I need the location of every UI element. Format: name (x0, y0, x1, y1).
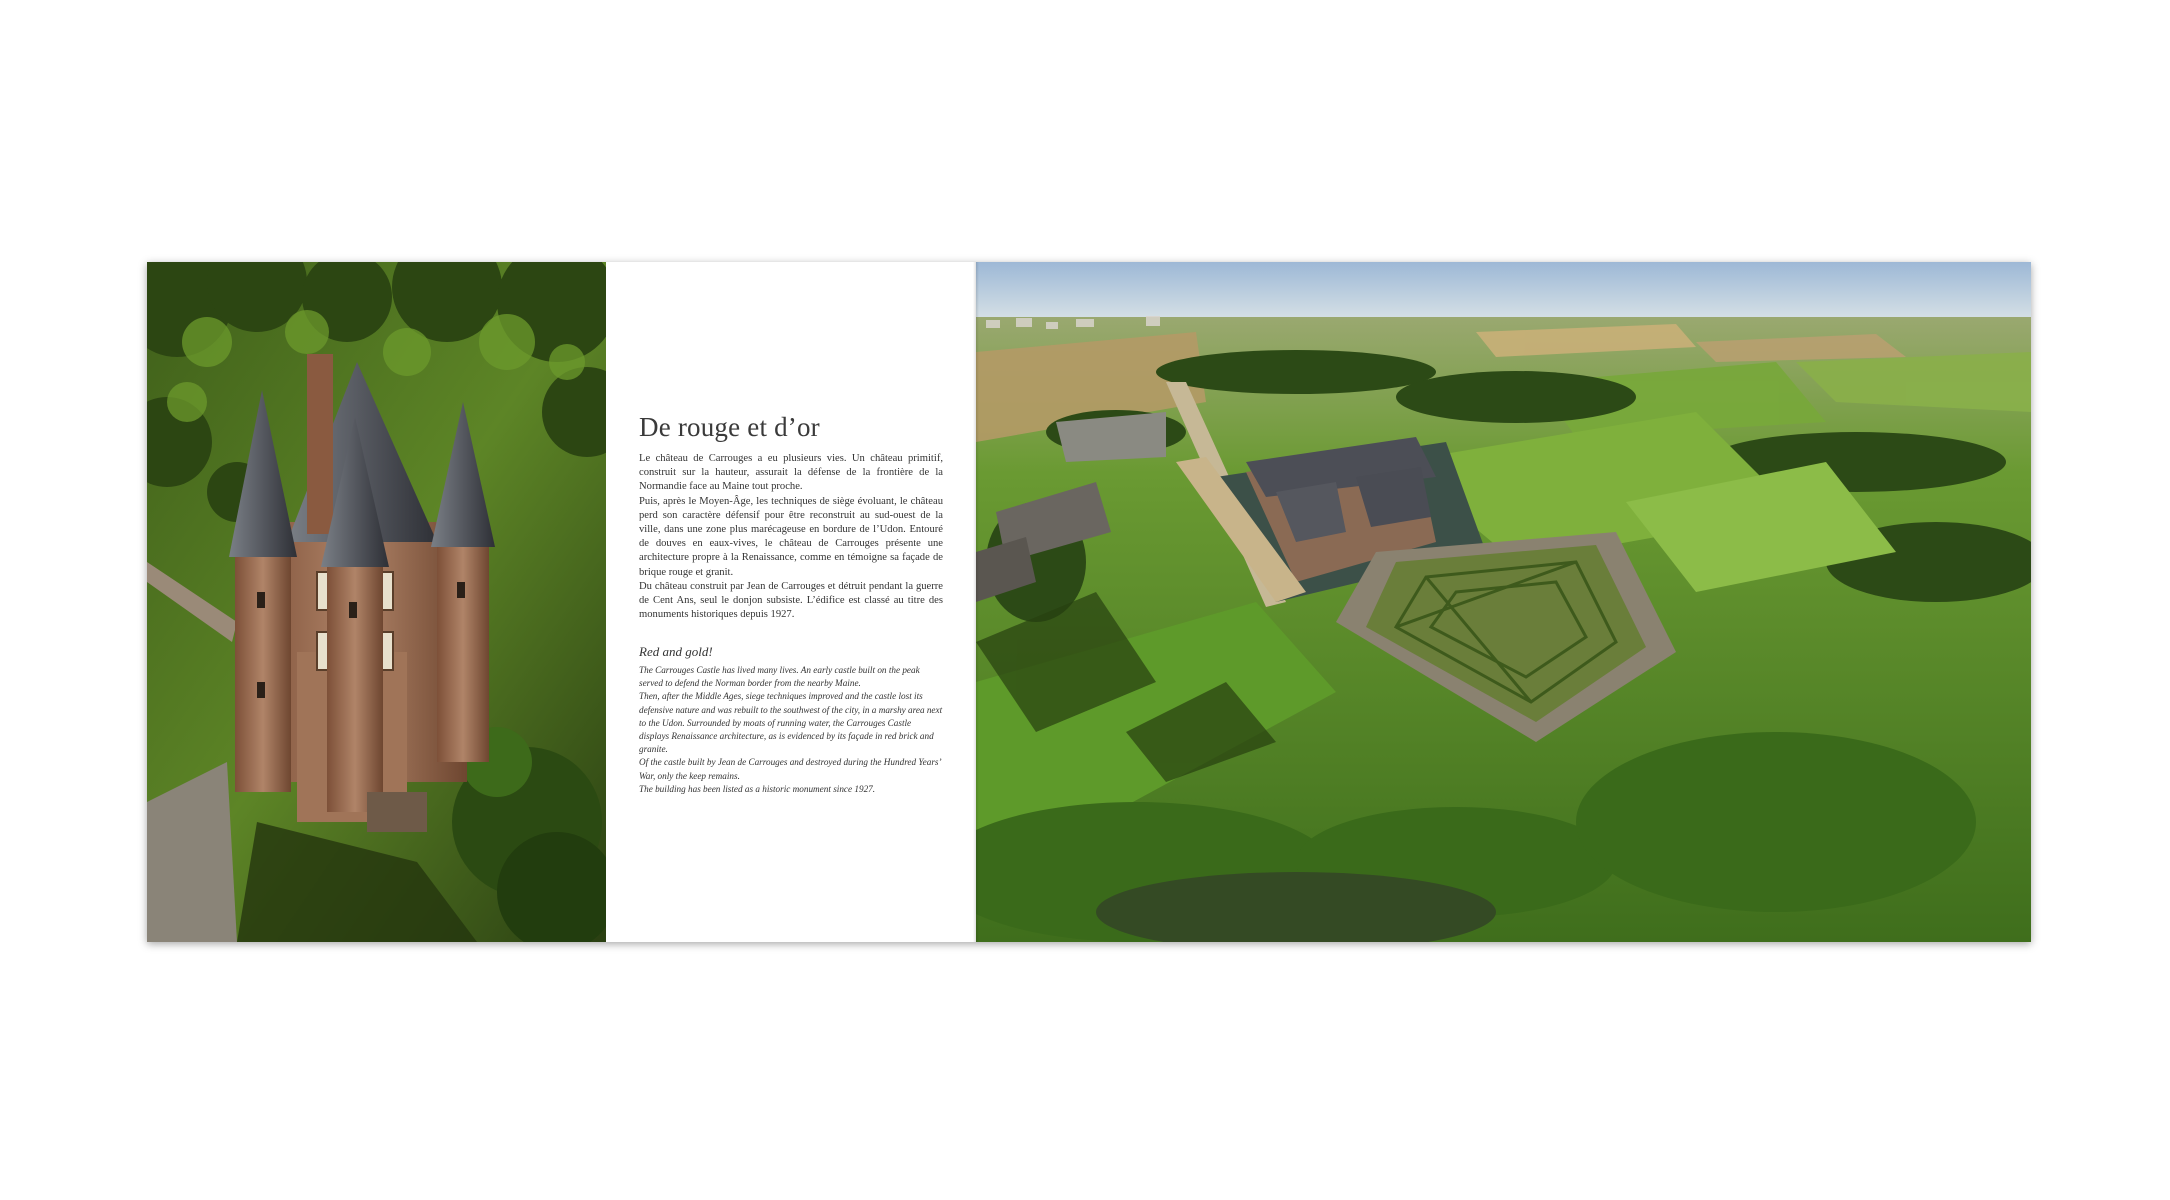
english-paragraph: Then, after the Middle Ages, siege techniques improved and the castle lost its defensive nature and was rebuilt to the southwest of the city, in a marshy area next to the Udon. Surrounded by moats of running water, the Carrouges Castle displays Renaissance architecture, as is evidenced by its façade in red brick and granite. (639, 691, 943, 755)
english-paragraph: Of the castle built by Jean de Carrouges and destroyed during the Hundred Years’ War, only the keep remains. (639, 757, 941, 781)
castle-aerial-photo (976, 262, 2031, 942)
english-paragraph: The building has been listed as a historic monument since 1927. (639, 783, 876, 794)
french-text (639, 452, 943, 622)
book-spread (147, 262, 2031, 942)
english-text (639, 664, 943, 796)
french-paragraph: Puis, après le Moyen-Âge, les techniques de siège évoluant, le château perd son caractère défensif pour être reconstruit au sud-ouest de la ville, dans une zone plus marécageuse en bordure de l’Udon. Entouré de douves en eaux-vives, le château de Carrouges présente une architecture propre à la Renaissance, comme en témoigne sa façade de brique rouge et granit. (639, 495, 943, 578)
french-paragraph: Le château de Carrouges a eu plusieurs vies. Un château primitif, construit sur la hauteur, assurait la défense de la frontière de la Normandie face au Maine tout proche. (639, 453, 943, 493)
page-title: De rouge et d’or (639, 412, 820, 442)
english-subtitle: Red and gold! (639, 644, 713, 659)
english-paragraph: The Carrouges Castle has lived many lives. An early castle built on the peak served to defend the Norman border from the nearby Maine. (639, 665, 920, 689)
gatehouse-photo (147, 262, 606, 942)
text-page (606, 262, 976, 942)
french-paragraph: Du château construit par Jean de Carrouges et détruit pendant la guerre de Cent Ans, seul le donjon subsiste. L’édifice est classé au titre des monuments historiques depuis 1927. (639, 580, 943, 621)
gutter-shadow (973, 262, 979, 942)
